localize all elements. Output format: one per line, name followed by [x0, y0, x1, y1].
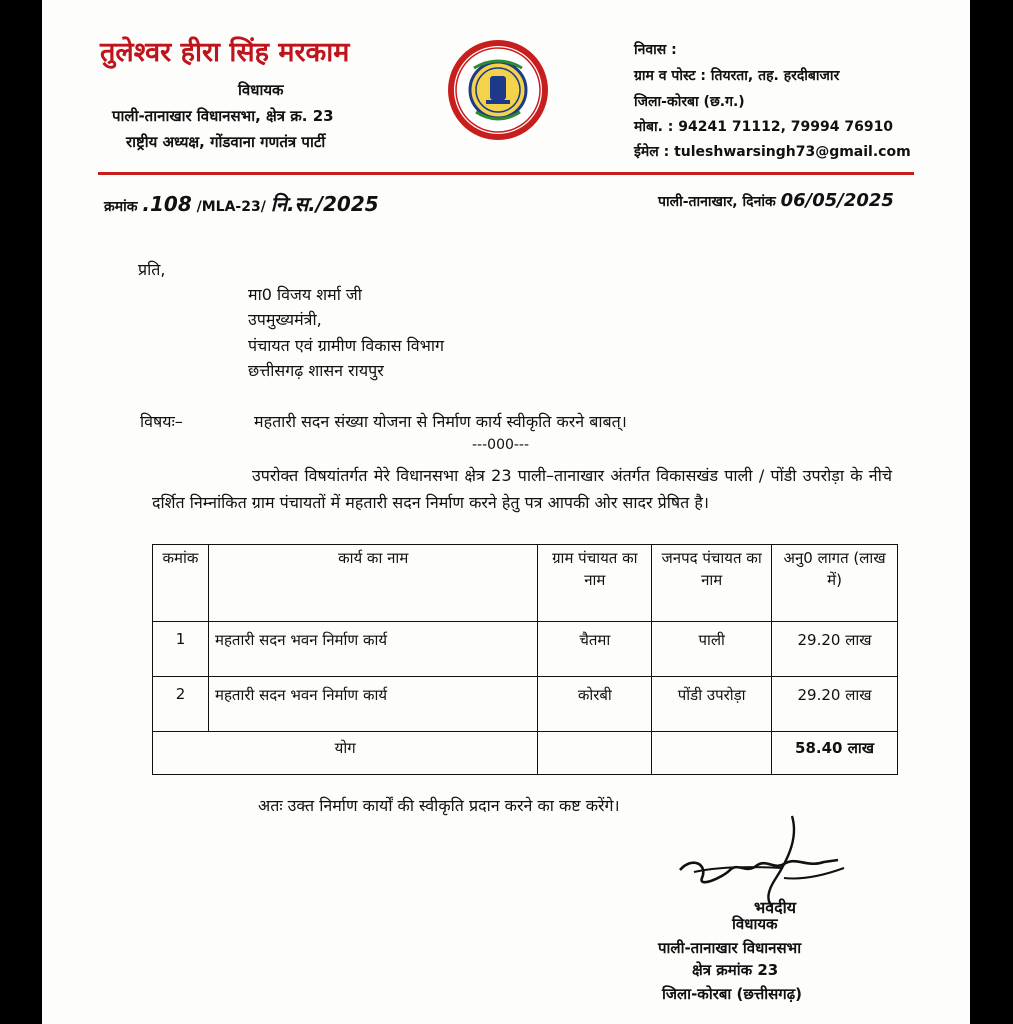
reference-label: क्रमांक — [104, 199, 138, 215]
table-row — [153, 622, 898, 677]
mobile-numbers: मोबा. : 94241 71112, 79994 76910 — [634, 119, 894, 135]
reference-handwritten: .108 — [142, 192, 192, 216]
signature-constituency: पाली-तानाखार विधानसभा — [658, 939, 802, 957]
residence-label: निवास : — [634, 42, 677, 58]
cell-cost: 29.20 लाख — [772, 677, 898, 732]
header-gram: ग्राम पंचायत का नाम — [538, 545, 652, 622]
place-date-label: पाली-तानाखार, दिनांक — [658, 194, 776, 210]
total-cost: 58.40 लाख — [772, 732, 898, 775]
residence-village: ग्राम व पोस्ट : तियरता, तह. हरदीबाजार — [634, 68, 840, 84]
designation: विधायक — [238, 81, 284, 99]
addressee-line-2: उपमुख्यमंत्री, — [248, 310, 322, 329]
reference-number — [104, 190, 379, 217]
prati: प्रति, — [138, 260, 166, 279]
total-empty-gram — [538, 732, 652, 775]
constituency: पाली-तानाखार विधानसभा, क्षेत्र क्र. 23 — [112, 107, 334, 125]
cell-work: महतारी सदन भवन निर्माण कार्य — [208, 677, 537, 732]
header-cost: अनु0 लागत (लाख में) — [772, 545, 898, 622]
addressee-line-1: मा0 विजय शर्मा जी — [248, 285, 362, 304]
cell-gram: चैतमा — [538, 622, 652, 677]
mla-name: तुलेश्वर हीरा सिंह मरकाम — [100, 37, 350, 68]
subject-text: महतारी सदन संख्या योजना से निर्माण कार्य स्वीकृति करने बाबत्। — [254, 412, 627, 431]
residence-district: जिला-कोरबा (छ.ग.) — [634, 94, 745, 110]
total-empty-janpad — [652, 732, 772, 775]
cell-sno: 1 — [153, 622, 209, 677]
place-date — [658, 190, 894, 211]
closing-line: अतः उक्त निर्माण कार्यों की स्वीकृति प्रदान करने का कष्ट करेंगे। — [258, 796, 620, 815]
signature-yours: भवदीय — [754, 898, 797, 917]
cell-sno: 2 — [153, 677, 209, 732]
subject-label: विषयः– — [140, 412, 183, 431]
addressee-line-4: छत्तीसगढ़ शासन रायपुर — [248, 361, 384, 380]
cell-work: महतारी सदन भवन निर्माण कार्य — [208, 622, 537, 677]
cell-cost: 29.20 लाख — [772, 622, 898, 677]
party-role: राष्ट्रीय अध्यक्ष, गोंडवाना गणतंत्र पार्टी — [126, 133, 326, 151]
signature-designation: विधायक — [732, 915, 778, 933]
assembly-seal-icon — [446, 38, 550, 142]
email-address: ईमेल : tuleshwarsingh73@gmail.com — [634, 144, 911, 160]
date-handwritten: 06/05/2025 — [780, 190, 894, 211]
cell-gram: कोरबी — [538, 677, 652, 732]
letter-page — [42, 0, 970, 1024]
reference-handwritten-tail: नि.स./2025 — [270, 192, 379, 216]
cell-janpad: पाली — [652, 622, 772, 677]
table-header-row — [153, 545, 898, 622]
reference-suffix: /MLA-23/ — [196, 199, 266, 215]
subject-separator: ---000--- — [472, 437, 530, 453]
table-row — [153, 677, 898, 732]
addressee-line-3: पंचायत एवं ग्रामीण विकास विभाग — [248, 336, 445, 355]
works-table — [152, 544, 898, 775]
signature-district: जिला-कोरबा (छत्तीसगढ़) — [662, 985, 803, 1003]
body-paragraph — [152, 462, 892, 516]
table-total-row — [153, 732, 898, 775]
total-label: योग — [153, 732, 538, 775]
header-work: कार्य का नाम — [208, 545, 537, 622]
signature-area: क्षेत्र क्रमांक 23 — [692, 961, 779, 979]
header-sno: कमांक — [153, 545, 209, 622]
letterhead-divider — [98, 172, 914, 175]
header-janpad: जनपद पंचायत का नाम — [652, 545, 772, 622]
cell-janpad: पोंडी उपरोड़ा — [652, 677, 772, 732]
body-paragraph-text: उपरोक्त विषयांतर्गत मेरे विधानसभा क्षेत्र 23 पाली–तानाखार अंतर्गत विकासखंड पाली / पोंडी उपरोड़ा के नीचे दर्शित निम्नांकित ग्राम पंचायतों में महतारी सदन निर्माण करने हेतु पत्र आपकी ओर सादर प्रेषित है। — [152, 466, 892, 512]
